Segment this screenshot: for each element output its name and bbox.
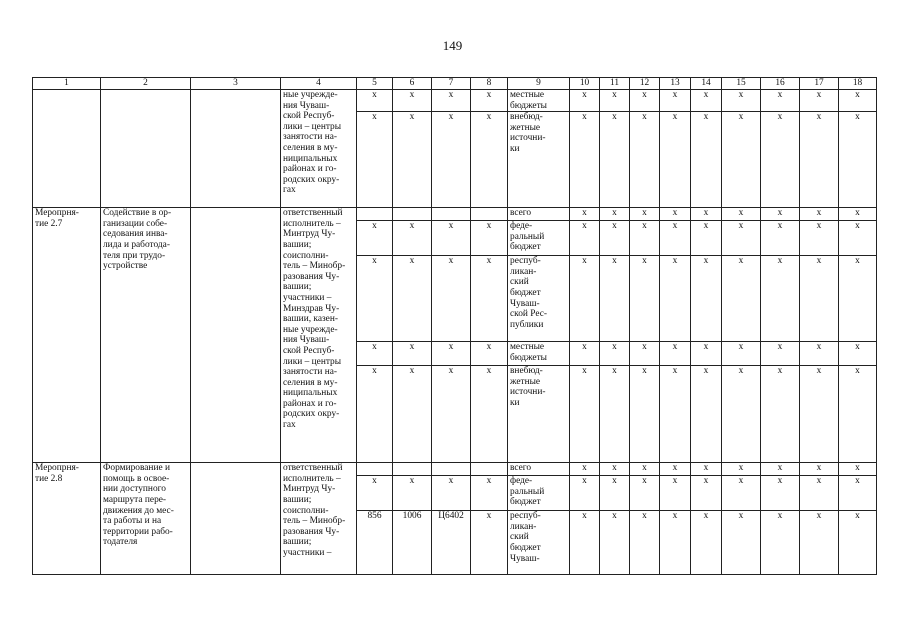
value-cell: x bbox=[839, 342, 877, 366]
page-number: 149 bbox=[442, 38, 463, 53]
code-cell: x bbox=[357, 221, 393, 256]
code-cell: x bbox=[471, 112, 508, 208]
value-cell: x bbox=[691, 208, 722, 221]
column-header: 5 bbox=[357, 78, 393, 90]
column-header: 12 bbox=[630, 78, 660, 90]
code-cell: x bbox=[393, 476, 432, 511]
code-cell bbox=[393, 463, 432, 476]
value-cell: x bbox=[691, 342, 722, 366]
code-cell: x bbox=[471, 90, 508, 112]
column-header: 1 bbox=[33, 78, 101, 90]
code-cell: x bbox=[357, 90, 393, 112]
code-cell bbox=[432, 208, 471, 221]
code-cell bbox=[432, 463, 471, 476]
value-cell: x bbox=[800, 208, 839, 221]
value-cell: x bbox=[761, 476, 800, 511]
value-cell: x bbox=[570, 90, 600, 112]
code-cell: x bbox=[432, 112, 471, 208]
code-cell: Ц6402 bbox=[432, 511, 471, 575]
value-cell: x bbox=[839, 366, 877, 463]
source-cell: респуб- ликан- ский бюджет Чуваш- bbox=[508, 511, 570, 575]
value-cell: x bbox=[570, 256, 600, 342]
column-header: 15 bbox=[722, 78, 761, 90]
value-cell: x bbox=[761, 208, 800, 221]
measure-name-cell: Меропрня- тие 2.7 bbox=[33, 208, 101, 463]
value-cell: x bbox=[660, 342, 691, 366]
value-cell: x bbox=[600, 112, 630, 208]
value-cell: x bbox=[660, 112, 691, 208]
source-cell: местные бюджеты bbox=[508, 342, 570, 366]
value-cell: x bbox=[839, 208, 877, 221]
value-cell: x bbox=[839, 256, 877, 342]
value-cell: x bbox=[630, 112, 660, 208]
value-cell: x bbox=[630, 342, 660, 366]
column-header: 4 bbox=[281, 78, 357, 90]
table-body bbox=[33, 90, 877, 575]
value-cell: x bbox=[722, 511, 761, 575]
code-cell: x bbox=[357, 112, 393, 208]
value-cell: x bbox=[600, 463, 630, 476]
value-cell: x bbox=[600, 476, 630, 511]
code-cell: x bbox=[393, 366, 432, 463]
code-cell: x bbox=[471, 476, 508, 511]
value-cell: x bbox=[761, 112, 800, 208]
code-cell: x bbox=[393, 221, 432, 256]
code-cell: x bbox=[471, 511, 508, 575]
executors-cell: ные учрежде- ния Чуваш- ской Респуб- лики – центры занятости на- селения в му- ниципальных районах и го- родских окру- гах bbox=[281, 90, 357, 208]
value-cell: x bbox=[722, 221, 761, 256]
value-cell: x bbox=[600, 366, 630, 463]
value-cell: x bbox=[800, 256, 839, 342]
value-cell: x bbox=[722, 463, 761, 476]
value-cell: x bbox=[630, 511, 660, 575]
value-cell: x bbox=[570, 342, 600, 366]
code-cell: x bbox=[393, 112, 432, 208]
value-cell: x bbox=[722, 342, 761, 366]
column-header: 17 bbox=[800, 78, 839, 90]
value-cell: x bbox=[600, 256, 630, 342]
value-cell: x bbox=[691, 476, 722, 511]
source-cell: внебюд- жетные источни- ки bbox=[508, 112, 570, 208]
code-cell bbox=[471, 208, 508, 221]
value-cell: x bbox=[761, 511, 800, 575]
code-cell: x bbox=[357, 366, 393, 463]
code-cell: x bbox=[432, 256, 471, 342]
value-cell: x bbox=[600, 221, 630, 256]
value-cell: x bbox=[630, 208, 660, 221]
value-cell: x bbox=[691, 256, 722, 342]
column-header: 16 bbox=[761, 78, 800, 90]
code-cell: x bbox=[432, 476, 471, 511]
table-row bbox=[33, 208, 877, 221]
code-cell: x bbox=[471, 221, 508, 256]
code-cell: x bbox=[357, 476, 393, 511]
value-cell: x bbox=[570, 511, 600, 575]
value-cell: x bbox=[839, 463, 877, 476]
code-cell: x bbox=[393, 90, 432, 112]
value-cell: x bbox=[660, 366, 691, 463]
code-cell: x bbox=[393, 342, 432, 366]
value-cell: x bbox=[600, 208, 630, 221]
value-cell: x bbox=[691, 511, 722, 575]
source-cell: местные бюджеты bbox=[508, 90, 570, 112]
code-cell: x bbox=[357, 256, 393, 342]
code-cell: x bbox=[393, 256, 432, 342]
header-row bbox=[33, 78, 877, 90]
value-cell: x bbox=[630, 463, 660, 476]
value-cell: x bbox=[761, 366, 800, 463]
value-cell: x bbox=[691, 221, 722, 256]
value-cell: x bbox=[660, 221, 691, 256]
value-cell: x bbox=[600, 342, 630, 366]
value-cell: x bbox=[691, 366, 722, 463]
column-header: 3 bbox=[191, 78, 281, 90]
code-cell bbox=[357, 463, 393, 476]
value-cell: x bbox=[722, 112, 761, 208]
value-cell: x bbox=[691, 90, 722, 112]
value-cell: x bbox=[570, 208, 600, 221]
value-cell: x bbox=[691, 112, 722, 208]
value-cell: x bbox=[722, 256, 761, 342]
value-cell: x bbox=[761, 221, 800, 256]
value-cell: x bbox=[660, 90, 691, 112]
column-header: 13 bbox=[660, 78, 691, 90]
empty-cell bbox=[191, 208, 281, 463]
value-cell: x bbox=[761, 463, 800, 476]
code-cell: x bbox=[471, 256, 508, 342]
empty-cell bbox=[191, 463, 281, 575]
code-cell bbox=[393, 208, 432, 221]
value-cell: x bbox=[722, 476, 761, 511]
value-cell: x bbox=[839, 221, 877, 256]
measure-name-cell: Меропрня- тие 2.8 bbox=[33, 463, 101, 575]
source-cell: всего bbox=[508, 463, 570, 476]
column-header: 14 bbox=[691, 78, 722, 90]
value-cell: x bbox=[691, 463, 722, 476]
value-cell: x bbox=[800, 90, 839, 112]
code-cell: x bbox=[432, 221, 471, 256]
source-cell: феде- ральный бюджет bbox=[508, 221, 570, 256]
value-cell: x bbox=[839, 90, 877, 112]
code-cell bbox=[357, 208, 393, 221]
column-header: 8 bbox=[471, 78, 508, 90]
code-cell: 1006 bbox=[393, 511, 432, 575]
value-cell: x bbox=[761, 342, 800, 366]
executors-cell: ответственный исполнитель – Минтруд Чу- вашии; соисполни- тель – Минобр- разования Чу- вашии; участники – Минздрав Чу- вашии, казен- ные учрежде- ния Чуваш- ской Респуб- лики – центры занятости на- селения в му- ниципальных районах и го- родских окру- гах bbox=[281, 208, 357, 463]
value-cell: x bbox=[839, 112, 877, 208]
code-cell: x bbox=[432, 366, 471, 463]
value-cell: x bbox=[722, 208, 761, 221]
value-cell: x bbox=[630, 366, 660, 463]
code-cell: x bbox=[357, 342, 393, 366]
program-table bbox=[32, 77, 877, 575]
column-header: 11 bbox=[600, 78, 630, 90]
value-cell: x bbox=[800, 476, 839, 511]
value-cell: x bbox=[660, 463, 691, 476]
value-cell: x bbox=[630, 221, 660, 256]
value-cell: x bbox=[660, 511, 691, 575]
code-cell: x bbox=[432, 342, 471, 366]
table-row bbox=[33, 90, 877, 112]
value-cell: x bbox=[761, 90, 800, 112]
executors-cell: ответственный исполнитель – Минтруд Чу- вашии; соисполни- тель – Минобр- разования Чу- вашии; участники – bbox=[281, 463, 357, 575]
value-cell: x bbox=[761, 256, 800, 342]
code-cell: x bbox=[471, 366, 508, 463]
value-cell: x bbox=[570, 476, 600, 511]
value-cell: x bbox=[660, 256, 691, 342]
column-header: 6 bbox=[393, 78, 432, 90]
value-cell: x bbox=[570, 221, 600, 256]
value-cell: x bbox=[630, 476, 660, 511]
code-cell: 856 bbox=[357, 511, 393, 575]
value-cell: x bbox=[600, 90, 630, 112]
value-cell: x bbox=[600, 511, 630, 575]
code-cell bbox=[471, 463, 508, 476]
column-header: 2 bbox=[101, 78, 191, 90]
value-cell: x bbox=[800, 221, 839, 256]
value-cell: x bbox=[800, 511, 839, 575]
column-header: 7 bbox=[432, 78, 471, 90]
column-header: 18 bbox=[839, 78, 877, 90]
value-cell: x bbox=[800, 112, 839, 208]
source-cell: феде- ральный бюджет bbox=[508, 476, 570, 511]
value-cell: x bbox=[839, 511, 877, 575]
code-cell: x bbox=[471, 342, 508, 366]
value-cell: x bbox=[800, 366, 839, 463]
value-cell: x bbox=[800, 463, 839, 476]
code-cell: x bbox=[432, 90, 471, 112]
column-header: 10 bbox=[570, 78, 600, 90]
table-row bbox=[33, 463, 877, 476]
empty-cell bbox=[191, 90, 281, 208]
measure-description-cell bbox=[101, 90, 191, 208]
value-cell: x bbox=[839, 476, 877, 511]
value-cell: x bbox=[630, 256, 660, 342]
value-cell: x bbox=[722, 90, 761, 112]
source-cell: всего bbox=[508, 208, 570, 221]
value-cell: x bbox=[660, 476, 691, 511]
source-cell: респуб- ликан- ский бюджет Чуваш- ской Рес- публики bbox=[508, 256, 570, 342]
value-cell: x bbox=[630, 90, 660, 112]
column-header: 9 bbox=[508, 78, 570, 90]
measure-description-cell: Формирование и помощь в освое- нии доступного маршрута пере- движения до мес- та работы и на территории рабо- тодателя bbox=[101, 463, 191, 575]
value-cell: x bbox=[722, 366, 761, 463]
value-cell: x bbox=[660, 208, 691, 221]
value-cell: x bbox=[800, 342, 839, 366]
measure-name-cell bbox=[33, 90, 101, 208]
measure-description-cell: Содействие в ор- ганизации собе- седования инва- лида и работода- теля при трудо- устройстве bbox=[101, 208, 191, 463]
value-cell: x bbox=[570, 463, 600, 476]
value-cell: x bbox=[570, 112, 600, 208]
source-cell: внебюд- жетные источни- ки bbox=[508, 366, 570, 463]
value-cell: x bbox=[570, 366, 600, 463]
